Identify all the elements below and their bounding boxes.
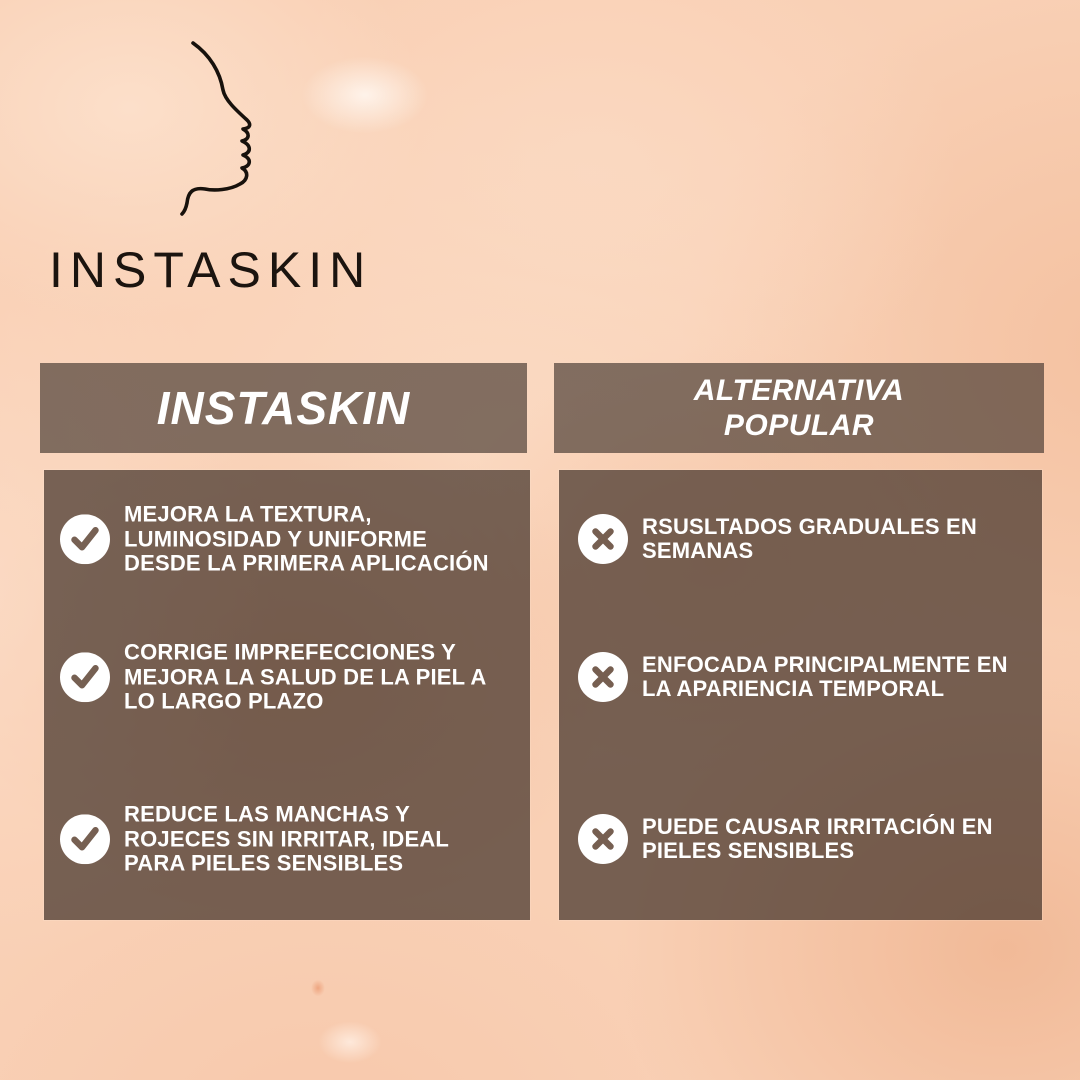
- header-text-line: ALTERNATIVA: [693, 374, 905, 407]
- cross-icon: [578, 652, 628, 702]
- brand-wordmark: INSTASKIN: [49, 242, 373, 298]
- drawback-row: [578, 514, 977, 564]
- text-line: PIELES SENSIBLES: [642, 838, 855, 863]
- check-icon: [60, 814, 110, 864]
- instaskin-benefits-panel: [44, 470, 530, 920]
- text-line: MEJORA LA SALUD DE LA PIEL A: [124, 663, 487, 689]
- alternative-drawbacks-panel: [559, 470, 1042, 920]
- column-header-instaskin: [40, 363, 527, 453]
- text-line: CORRIGE IMPREFECCIONES Y: [124, 639, 456, 665]
- text-line: LO LARGO PLAZO: [124, 688, 324, 714]
- benefit-text: [124, 640, 487, 714]
- drawback-text: [642, 515, 977, 564]
- text-line: SEMANAS: [642, 538, 754, 563]
- header-text: INSTASKIN: [156, 382, 411, 434]
- text-line: RSUSLTADOS GRADUALES EN: [642, 513, 978, 539]
- check-icon: [60, 514, 110, 564]
- header-text-line: POPULAR: [723, 409, 875, 442]
- cross-icon: [578, 514, 628, 564]
- benefit-text: [124, 802, 449, 876]
- check-icon: [60, 652, 110, 702]
- text-line: ROJECES SIN IRRITAR, IDEAL: [124, 825, 450, 851]
- drawback-text: [642, 815, 993, 864]
- drawback-row: [578, 652, 1008, 702]
- text-line: REDUCE LAS MANCHAS Y: [124, 801, 410, 827]
- drawback-row: [578, 814, 993, 864]
- text-line: DESDE LA PRIMERA APLICACIÓN: [124, 550, 489, 576]
- column-header-alternativa-popular: [554, 363, 1044, 453]
- text-line: LA APARIENCIA TEMPORAL: [642, 676, 945, 701]
- drawback-text: [642, 653, 1008, 702]
- text-line: LUMINOSIDAD Y UNIFORME: [124, 525, 428, 551]
- text-line: PARA PIELES SENSIBLES: [124, 850, 404, 876]
- face-profile-icon: [176, 30, 260, 220]
- benefit-row: [60, 640, 487, 714]
- text-line: PUEDE CAUSAR IRRITACIÓN EN: [642, 813, 993, 839]
- text-line: MEJORA LA TEXTURA,: [124, 501, 372, 527]
- benefit-row: [60, 502, 489, 576]
- cross-icon: [578, 814, 628, 864]
- text-line: ENFOCADA PRINCIPALMENTE EN: [642, 651, 1008, 677]
- benefit-row: [60, 802, 449, 876]
- benefit-text: [124, 502, 489, 576]
